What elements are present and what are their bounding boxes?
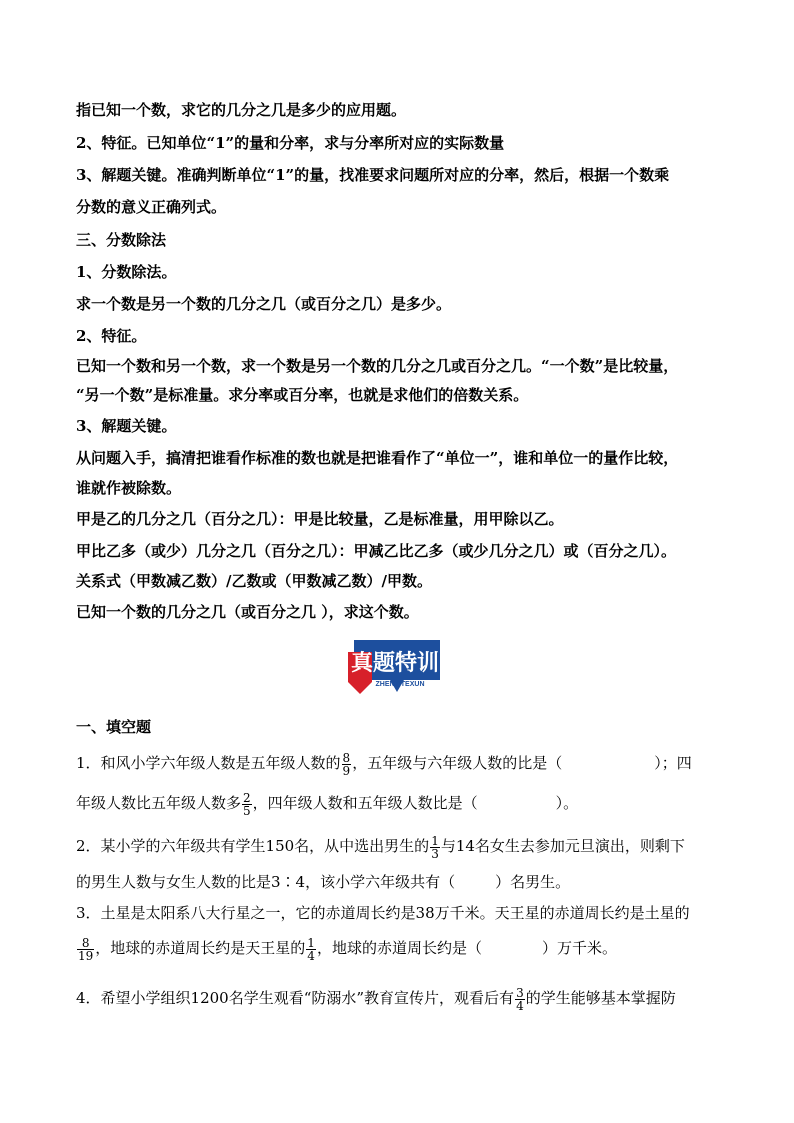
q1-fraction-1: $\frac{8}{9}$ (342, 750, 351, 778)
logo-subtext: ZHENTITEXUN (375, 681, 425, 688)
q1-text-d: 年级人数比五年级人数多 (76, 794, 242, 812)
q1-text-c: ）；四 (654, 754, 692, 772)
q3-text-b: ，地球的赤道周长约是（ (316, 939, 482, 957)
q1-line2 (76, 790, 736, 817)
q2-fraction-1: $\frac{1}{3}$ (431, 833, 439, 861)
q1-text-a: 1．和风小学六年级人数是五年级人数的 (76, 754, 341, 772)
q4-line1 (76, 985, 736, 1012)
section3-title: 三、分数除法 (76, 231, 167, 249)
q4-text-b: 的学生能够基本掌握防 (525, 989, 676, 1007)
section3-key-line2: 谁就作被除数。 (76, 479, 182, 497)
q2-line2 (76, 871, 736, 893)
section3-feature-line2: “另一个数”是标准量。求分率或百分率，也就是求他们的倍数关系。 (76, 386, 529, 404)
q2-text-b: 与14名女生去参加元旦演出，则剩下 (440, 837, 685, 855)
section2-key-line2: 分数的意义正确列式。 (76, 198, 227, 216)
q2-text-c: 的男生人数与女生人数的比是3∶4，该小学六年级共有（ (76, 873, 456, 891)
q1-fraction-2: $\frac{2}{5}$ (243, 790, 251, 818)
q3-line1: 3．土星是太阳系八大行星之一，它的赤道周长约是38万千米。天王星的赤道周长约是土星的 (76, 904, 690, 922)
section3-rule4: 已知一个数的几分之几（或百分之几 ），求这个数。 (76, 603, 419, 621)
q1-text-f: ）。 (555, 794, 579, 812)
section3-feature-line1: 已知一个数和另一个数，求一个数是另一个数的几分之几或百分之几。“一个数”是比较量， (76, 357, 679, 375)
section3-def-text: 求一个数是另一个数的几分之几（或百分之几）是多少。 (76, 295, 452, 313)
logo-text: 真题特训 (350, 650, 440, 675)
exercise-heading: 一、填空题 (76, 718, 152, 736)
q3-line2 (76, 935, 736, 962)
section3-key-line1: 从问题入手，搞清把谁看作标准的数也就是把谁看作了“单位一”，谁和单位一的量作比较， (76, 449, 679, 467)
q1-text-b: ，五年级与六年级人数的比是（ (352, 754, 563, 772)
q3-fraction-1: $\frac{8}{19}$ (78, 935, 94, 963)
zhentitexun-logo (348, 636, 446, 694)
q3-text-a: ，地球的赤道周长约是天王星的 (95, 939, 306, 957)
q4-text-a: 4．希望小学组织1200名学生观看“防溺水”教育宣传片，观看后有 (76, 989, 515, 1007)
logo-graphic (348, 636, 446, 694)
section3-rule1: 甲是乙的几分之几（百分之几）：甲是比较量，乙是标准量，用甲除以乙。 (76, 510, 564, 528)
section3-def-label: 1、分数除法。 (76, 263, 177, 281)
q2-text-a: 2．某小学的六年级共有学生150名，从中选出男生的 (76, 837, 430, 855)
section2-feature: 2、特征。已知单位“1”的量和分率，求与分率所对应的实际数量 (76, 134, 505, 152)
section3-rule3: 关系式（甲数减乙数）/乙数或（甲数减乙数）/甲数。 (76, 572, 432, 590)
q3-fraction-2: $\frac{1}{4}$ (307, 935, 315, 963)
section2-intro: 指已知一个数，求它的几分之几是多少的应用题。 (76, 101, 407, 119)
q4-fraction-1: $\frac{3}{4}$ (516, 985, 524, 1013)
section2-key-line1: 3、解题关键。准确判断单位“1”的量，找准要求问题所对应的分率，然后，根据一个数乘 (76, 166, 670, 184)
q1-line1 (76, 750, 736, 777)
q1-text-e: ，四年级人数和五年级人数比是（ (252, 794, 478, 812)
q2-text-d: ）名男生。 (495, 873, 571, 891)
q3-text-c: ）万千米。 (541, 939, 617, 957)
q2-line1 (76, 833, 736, 860)
section3-key-label: 3、解题关键。 (76, 417, 177, 435)
section3-rule2: 甲比乙多（或少）几分之几（百分之几）：甲减乙比乙多（或少几分之几）或（百分之几）。 (76, 542, 677, 560)
section3-feature-label: 2、特征。 (76, 327, 147, 345)
